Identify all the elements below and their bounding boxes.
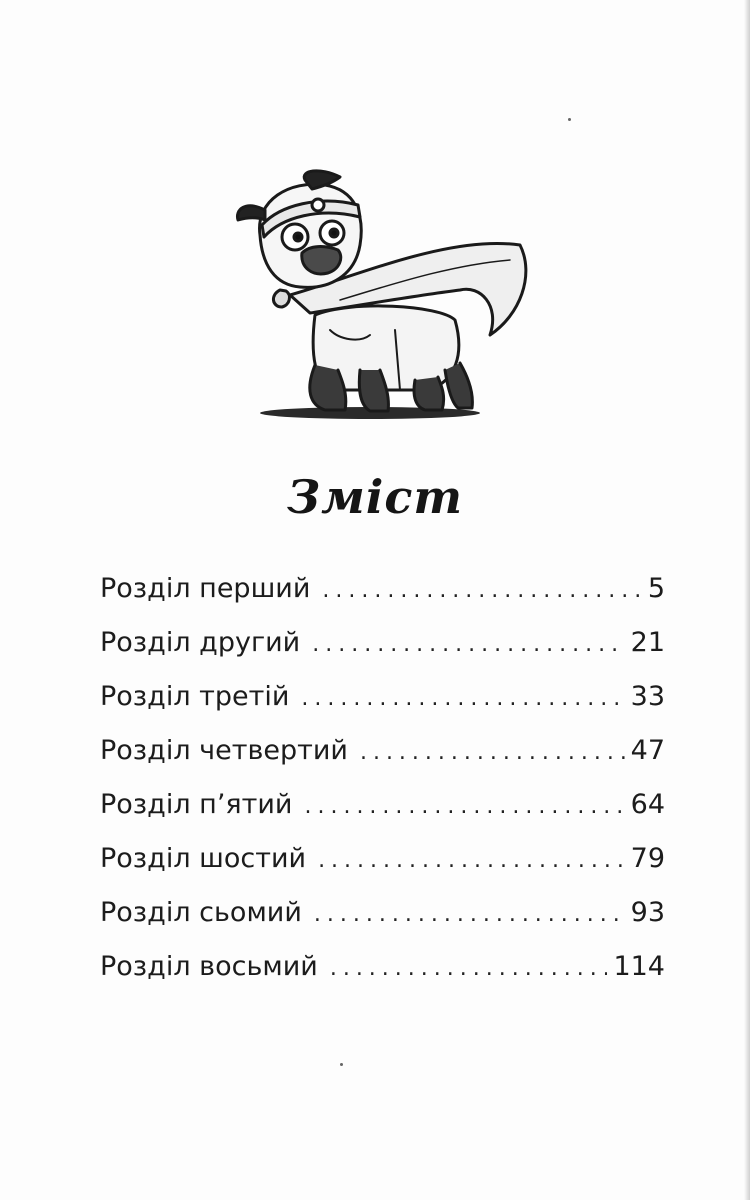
dot-leader xyxy=(314,888,625,942)
dot-leader xyxy=(360,726,625,780)
toc-entry[interactable] xyxy=(100,616,665,670)
paper-speck xyxy=(568,118,571,121)
dot-leader xyxy=(312,618,624,672)
cape-knot xyxy=(273,290,289,307)
paw-emblem xyxy=(312,199,324,211)
toc-entry[interactable] xyxy=(100,886,665,940)
toc-entry-label: Розділ третій xyxy=(100,681,290,712)
page-title: Зміст xyxy=(286,470,464,524)
toc-entry-page: 33 xyxy=(630,681,665,712)
table-of-contents xyxy=(100,562,665,994)
toc-entry-label: Розділ п’ятий xyxy=(100,789,293,820)
toc-entry-label: Розділ сьомий xyxy=(100,897,302,928)
ear-left xyxy=(237,206,265,220)
toc-entry-page: 79 xyxy=(630,843,665,874)
back-leg-right xyxy=(445,363,472,408)
back-leg-left xyxy=(414,377,444,410)
dot-leader xyxy=(322,564,641,618)
toc-entry[interactable] xyxy=(100,832,665,886)
toc-entry-label: Розділ восьмий xyxy=(100,951,318,982)
paper-speck xyxy=(340,1063,343,1066)
toc-entry[interactable] xyxy=(100,562,665,616)
toc-entry-label: Розділ перший xyxy=(100,573,311,604)
muzzle xyxy=(302,247,341,274)
toc-entry-page: 21 xyxy=(630,627,665,658)
toc-entry[interactable] xyxy=(100,670,665,724)
dot-leader xyxy=(318,834,625,888)
toc-entry[interactable] xyxy=(100,724,665,778)
toc-entry-page: 114 xyxy=(613,951,665,982)
dot-leader xyxy=(301,672,624,726)
toc-entry-page: 64 xyxy=(630,789,665,820)
toc-entry-page: 93 xyxy=(630,897,665,928)
toc-entry[interactable] xyxy=(100,940,665,994)
toc-entry-page: 5 xyxy=(647,573,665,604)
toc-entry-page: 47 xyxy=(630,735,665,766)
pug-illustration xyxy=(220,165,550,435)
toc-entry-label: Розділ другий xyxy=(100,627,301,658)
toc-entry-label: Розділ шостий xyxy=(100,843,307,874)
dot-leader xyxy=(330,942,608,996)
toc-entry[interactable] xyxy=(100,778,665,832)
dot-leader xyxy=(304,780,624,834)
toc-entry-label: Розділ четвертий xyxy=(100,735,348,766)
page-edge-shadow xyxy=(744,0,750,1200)
